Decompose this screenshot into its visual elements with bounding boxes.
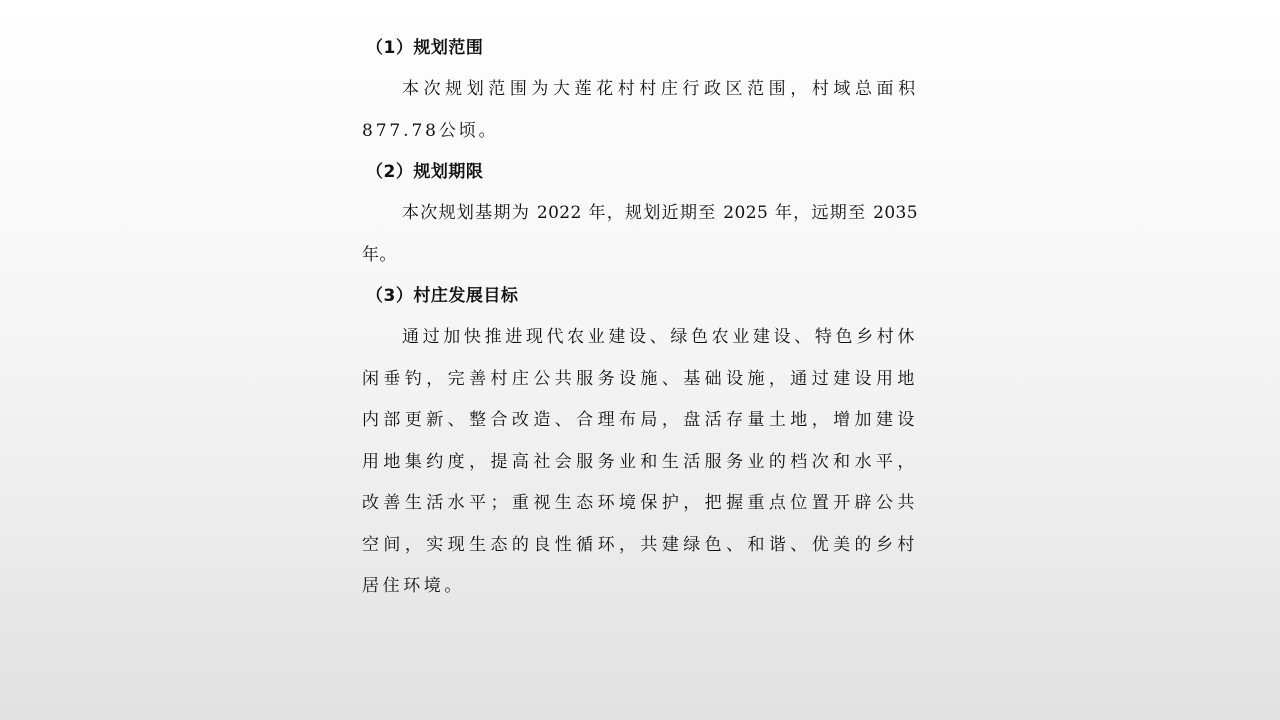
paragraph-planning-scope: 本次规划范围为大莲花村村庄行政区范围，村域总面积877.78公顷。 [362, 79, 918, 141]
heading-planning-scope: （1）规划范围 [366, 38, 484, 58]
heading-village-development-goals: （3）村庄发展目标 [366, 286, 519, 306]
heading-planning-period: （2）规划期限 [366, 162, 484, 182]
paragraph-planning-period: 本次规划基期为 2022 年，规划近期至 2025 年，远期至 2035 年。 [362, 203, 918, 265]
paragraph-village-development-goals: 通过加快推进现代农业建设、绿色农业建设、特色乡村休闲垂钓，完善村庄公共服务设施、基础设施，通过建设用地内部更新、整合改造、合理布局，盘活存量土地，增加建设用地集约度，提高社会服务业和生活服务业的档次和水平，改善生活水平；重视生态环境保护，把握重点位置开辟公共空间，实现生态的良性循环，共建绿色、和谐、优美的乡村居住环境。 [362, 327, 918, 596]
document-page [362, 28, 918, 608]
